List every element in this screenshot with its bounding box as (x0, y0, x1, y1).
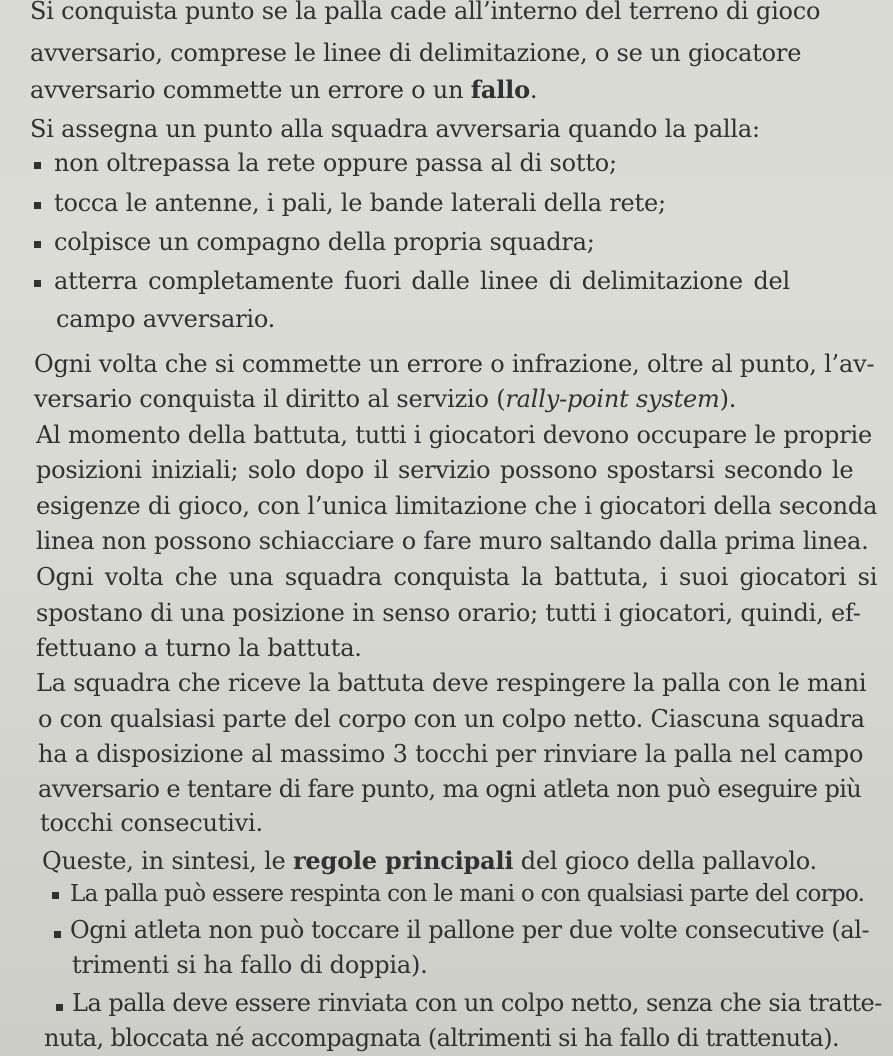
bullet-square-icon (34, 162, 41, 169)
p6-line-1-text: La squadra che riceve la battuta deve respingere la palla con le mani (36, 669, 867, 697)
p2-bullet-4-text: atterra completamente fuori dalle linee di delimitazione del (54, 267, 790, 295)
p3-line-1-text: Ogni volta che si commette un errore o infrazione, oltre al punto, l’av- (34, 350, 875, 378)
p2-bullet-4-cont-text: campo avversario. (56, 305, 276, 333)
bullet-square-icon (56, 1004, 63, 1011)
p2-bullet-2-text: tocca le antenne, i pali, le bande laterali della rete; (54, 189, 666, 217)
p6-line-4-text: avversario e tentare di fare punto, ma ogni atleta non può eseguire più (38, 775, 862, 803)
bullet-square-icon (54, 931, 61, 938)
bullet-square-icon (34, 241, 41, 248)
p3-line-2-post: ). (719, 385, 737, 413)
p3-line-2-text (34, 382, 736, 416)
p7-bullet-2-line-1-text: Ogni atleta non può toccare il pallone per due volte consecutive (al- (70, 916, 870, 944)
bullet-square-icon (34, 280, 41, 287)
p1-line-3-text (30, 73, 537, 107)
p1-line-3-pre: avversario commette un errore o un (30, 76, 471, 104)
bold-term-fallo: fallo (470, 75, 530, 104)
p2-bullet-3-text: colpisce un compagno della propria squadra; (54, 228, 595, 256)
p1-line-3-post: . (529, 76, 538, 104)
p1-line-1-text: Si conquista punto se la palla cade all’interno del terreno di gioco (30, 0, 821, 25)
p6-line-2-text: o con qualsiasi parte del corpo con un colpo netto. Ciascuna squadra (38, 705, 865, 733)
p7-bullet-2-line-2-text: trimenti si ha fallo di doppia). (72, 951, 428, 979)
p7-bullet-3-line-1-text: La palla deve essere rinviata con un colpo netto, senza che sia tratte- (72, 989, 882, 1017)
bullet-square-icon (34, 202, 41, 209)
p4-line-3-text: esigenze di gioco, con l’unica limitazione che i giocatori della seconda (36, 492, 878, 520)
bullet-square-icon (52, 892, 59, 899)
p5-line-3-text: fettuano a turno la battuta. (36, 634, 362, 662)
p7-bullet-3-line-2-text: nuta, bloccata né accompagnata (altrimenti si ha fallo di trattenuta). (44, 1024, 840, 1052)
p7-bullet-1-text: La palla può essere respinta con le mani o con qualsiasi parte del corpo. (70, 881, 865, 907)
p2-bullet-1-text: non oltrepassa la rete oppure passa al di sotto; (54, 149, 617, 177)
p3-line-2-pre: versario conquista il diritto al servizio ( (34, 385, 506, 413)
p4-line-2-text: posizioni iniziali; solo dopo il servizio possono spostarsi secondo le (36, 456, 854, 484)
p6-line-5-text: tocchi consecutivi. (40, 809, 263, 837)
italic-term-rally-point: rally-point system (505, 385, 720, 413)
p1-line-2-text: avversario, comprese le linee di delimitazione, o se un giocatore (30, 39, 802, 67)
p6-line-3-text: ha a disposizione al massimo 3 tocchi per rinviare la palla nel campo (38, 740, 864, 768)
p5-line-1-text: Ogni volta che una squadra conquista la battuta, i suoi giocatori si (36, 563, 878, 591)
p7-intro-post: del gioco della pallavolo. (513, 847, 817, 875)
p7-intro-pre: Queste, in sintesi, le (42, 847, 293, 875)
bold-term-regole-principali: regole principali (292, 846, 514, 875)
p7-intro-text (42, 844, 817, 878)
p2-intro-text: Si assegna un punto alla squadra avversaria quando la palla: (30, 115, 760, 143)
p5-line-2-text: spostano di una posizione in senso orario; tutti i giocatori, quindi, ef- (36, 599, 861, 627)
p4-line-4-text: linea non possono schiacciare o fare muro saltando dalla prima linea. (36, 527, 869, 555)
p4-line-1-text: Al momento della battuta, tutti i giocatori devono occupare le proprie (36, 421, 872, 449)
